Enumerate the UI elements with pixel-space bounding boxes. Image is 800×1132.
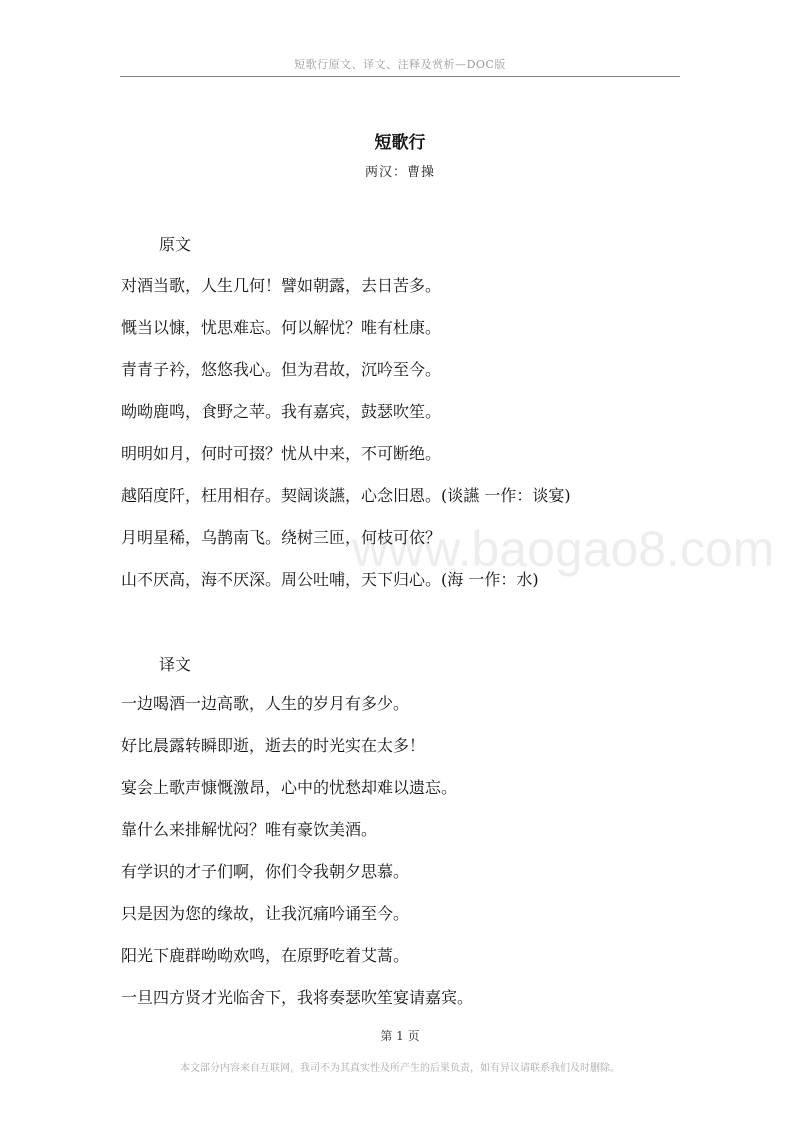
page-footer-disclaimer: 本文部分内容来自互联网，我司不为其真实性及所产生的后果负责，如有异议请联系我们及时删除。 [180, 1063, 620, 1074]
header-divider [120, 76, 680, 77]
translation-heading: 译文 [159, 655, 192, 674]
translation-line: 阳光下鹿群呦呦欢鸣，在原野吃着艾蒿。 [121, 946, 410, 965]
translation-line: 一边喝酒一边高歌，人生的岁月有多少。 [121, 694, 410, 713]
translation-line: 好比晨露转瞬即逝，逝去的时光实在太多！ [121, 736, 426, 755]
original-line: 月明星稀，乌鹊南飞。绕树三匝，何枝可依？ [121, 528, 442, 547]
original-line: 对酒当歌，人生几何！譬如朝露，去日苦多。 [121, 276, 442, 295]
original-line: 山不厌高，海不厌深。周公吐哺，天下归心。(海 一作：水) [121, 570, 539, 589]
original-line: 慨当以慷，忧思难忘。何以解忧？唯有杜康。 [121, 318, 442, 337]
translation-line: 靠什么来排解忧闷？唯有豪饮美酒。 [121, 820, 378, 839]
poem-author: 两汉：曹操 [364, 165, 435, 180]
original-line: 明明如月，何时可掇？忧从中来，不可断绝。 [121, 444, 442, 463]
poem-title: 短歌行 [374, 133, 426, 153]
page-header: 短歌行原文、译文、注释及赏析—DOC版 [294, 58, 506, 71]
translation-line: 一旦四方贤才光临舍下，我将奏瑟吹笙宴请嘉宾。 [121, 988, 474, 1007]
translation-line: 有学识的才子们啊，你们令我朝夕思慕。 [121, 862, 410, 881]
translation-text [121, 692, 473, 1028]
original-line: 越陌度阡，枉用相存。契阔谈讌，心念旧恩。(谈讌 一作：谈宴) [121, 486, 571, 505]
translation-line: 只是因为您的缘故，让我沉痛吟诵至今。 [121, 904, 410, 923]
original-text [121, 274, 571, 610]
translation-line: 宴会上歌声慷慨激昂，心中的忧愁却难以遗忘。 [121, 778, 458, 797]
original-heading: 原文 [159, 235, 192, 254]
original-line: 青青子衿，悠悠我心。但为君故，沉吟至今。 [121, 360, 442, 379]
original-line: 呦呦鹿鸣，食野之苹。我有嘉宾，鼓瑟吹笙。 [121, 402, 442, 421]
page-number: 第 1 页 [380, 1029, 420, 1043]
watermark: www.baogao8.com [352, 521, 775, 577]
